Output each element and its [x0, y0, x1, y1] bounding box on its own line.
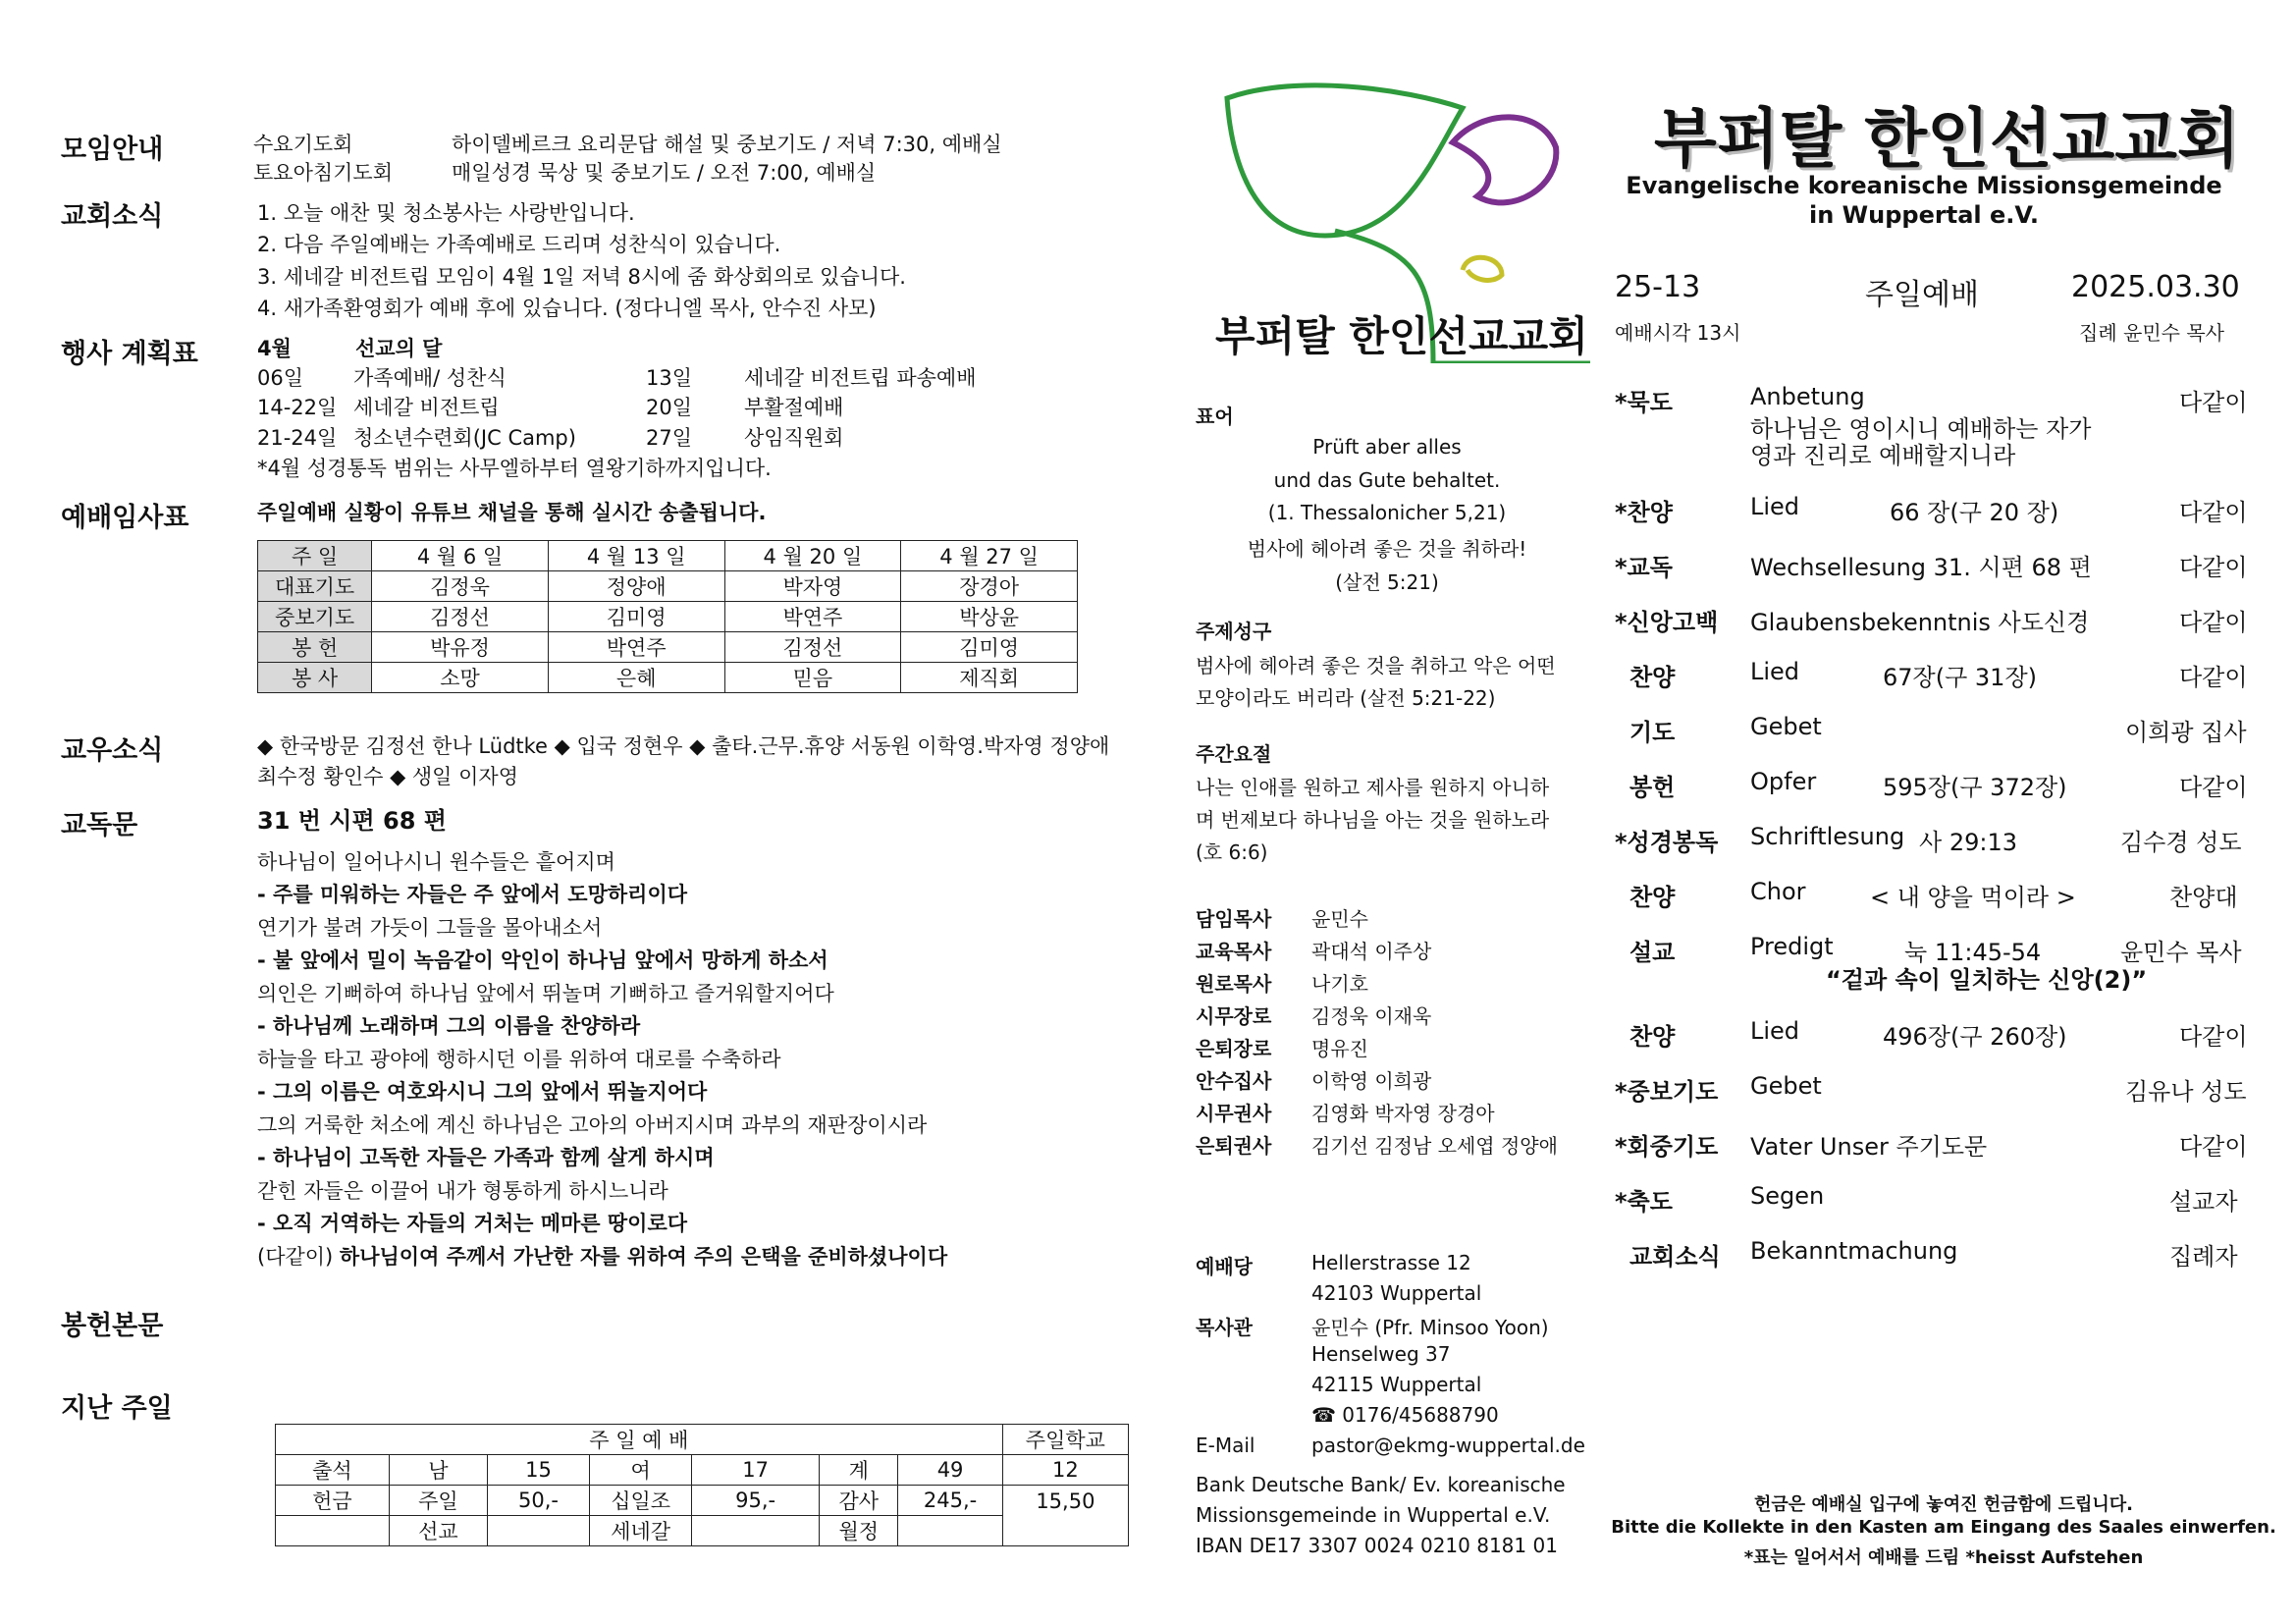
- event-name: 세네갈 비전트립 파송예배: [744, 366, 977, 390]
- order-item-detail: 66 장(구 20 장): [1890, 499, 2059, 526]
- duty-cell: 정양애: [548, 571, 724, 602]
- reading-line: - 하나님이 고독한 자들은 가족과 함께 살게 하시며: [257, 1146, 715, 1169]
- duty-cell: 김정욱: [372, 571, 549, 602]
- order-item-key: *교독: [1615, 554, 1673, 581]
- reading-line: 하늘을 타고 광야에 행하시던 이를 위하여 대로를 수축하라: [257, 1048, 781, 1071]
- duty-cell: 박연주: [548, 632, 724, 663]
- duty-col-header: 4 월 13 일: [548, 541, 724, 571]
- duty-cell: 김정선: [372, 602, 549, 632]
- event-date: 14-22일: [257, 396, 338, 419]
- order-item-de: Chor: [1750, 878, 1806, 905]
- lw-cell: 95,-: [692, 1486, 820, 1516]
- order-item-who: 김유나 성도: [2125, 1078, 2247, 1106]
- events-heading: 행사 계획표: [61, 339, 198, 369]
- members-heading: 교우소식: [61, 735, 164, 766]
- church-subtitle-1: Evangelische koreanische Missionsgemeinde: [1626, 172, 2222, 199]
- duty-cell: 제직회: [901, 663, 1078, 693]
- school-header: 주일학교: [1002, 1425, 1128, 1455]
- reading-line: - 불 앞에서 밀이 녹음같이 악인이 하나님 앞에서 망하게 하소서: [257, 948, 828, 972]
- lw-cell: 15: [487, 1455, 589, 1486]
- lw-cell: 월정: [820, 1516, 898, 1546]
- order-item-de: Opfer: [1750, 768, 1817, 795]
- last-week-heading: 지난 주일: [61, 1393, 173, 1424]
- lw-cell: 헌금: [276, 1486, 390, 1516]
- pastor-address-label: 목사관: [1196, 1316, 1253, 1339]
- motto-label: 표어: [1196, 405, 1234, 428]
- order-item-de: Schriftlesung: [1750, 823, 1905, 850]
- order-item-key: *신앙고백: [1615, 609, 1719, 636]
- reading-line: - 오직 거역하는 자들의 거처는 메마른 땅이로다: [257, 1212, 688, 1235]
- duty-notice: 주일예배 실황이 유튜브 채널을 통해 실시간 송출됩니다.: [257, 501, 767, 524]
- event-name: 가족예배/ 성찬식: [353, 366, 507, 390]
- meeting-heading: 모임안내: [61, 135, 164, 165]
- table-row: [258, 602, 1078, 632]
- table-row: [276, 1455, 1129, 1486]
- lw-cell: 선교: [389, 1516, 487, 1546]
- duty-cell: 김미영: [901, 632, 1078, 663]
- staff-role: 담임목사: [1196, 907, 1272, 931]
- event-name: 세네갈 비전트립: [353, 396, 500, 419]
- order-item-de: Wechsellesung 31. 시편 68 편: [1750, 554, 2092, 581]
- lw-cell: 15,50: [1002, 1486, 1128, 1546]
- footer-line: *표는 일어서서 예배를 드림 *heisst Aufstehen: [1743, 1547, 2144, 1568]
- duty-role: 봉 헌: [258, 632, 372, 663]
- lw-cell: [487, 1516, 589, 1546]
- order-item-key: *중보기도: [1615, 1078, 1719, 1106]
- pastor-phone: ☎ 0176/45688790: [1311, 1403, 1499, 1427]
- email-link[interactable]: pastor@ekmg-wuppertal.de: [1311, 1434, 1585, 1457]
- lw-cell: 49: [898, 1455, 1002, 1486]
- weekly-line: (호 6:6): [1196, 840, 1268, 864]
- bank-line: Missionsgemeinde in Wuppertal e.V.: [1196, 1503, 1551, 1527]
- news-item-2: 2. 다음 주일예배는 가족예배로 드리며 성찬식이 있습니다.: [257, 233, 781, 256]
- duty-cell: 김미영: [548, 602, 724, 632]
- members-line-2: 최수정 황인수 ◆ 생일 이자영: [257, 765, 518, 788]
- order-item-key: *묵도: [1615, 389, 1673, 416]
- order-item-de: Gebet: [1750, 1072, 1822, 1100]
- duty-table: [257, 540, 1078, 693]
- anbetung-sub-line: 하나님은 영이시니 예배하는 자가: [1750, 415, 2092, 443]
- lw-cell: 주일: [389, 1486, 487, 1516]
- staff-role: 시무장로: [1196, 1004, 1272, 1028]
- order-item-who: 찬양대: [2169, 884, 2238, 911]
- staff-names: 김기선 김정남 오세엽 정양애: [1311, 1134, 1558, 1158]
- news-item-1: 1. 오늘 애찬 및 청소봉사는 사랑반입니다.: [257, 201, 635, 225]
- order-item-who: 다같이: [2179, 499, 2248, 526]
- reading-title: 31 번 시편 68 편: [257, 807, 447, 835]
- order-item-key: 찬양: [1629, 1023, 1676, 1051]
- event-name: 부활절예배: [744, 396, 844, 419]
- bank-line: IBAN DE17 3307 0024 0210 8181 01: [1196, 1534, 1558, 1557]
- order-item-detail: 595장(구 372장): [1883, 774, 2067, 801]
- duty-cell: 믿음: [724, 663, 901, 693]
- order-item-de: Bekanntmachung: [1750, 1237, 1958, 1265]
- order-item-de: Predigt: [1750, 933, 1834, 960]
- staff-names: 명유진: [1311, 1037, 1368, 1060]
- offering-heading: 봉헌본문: [61, 1311, 164, 1341]
- pastor-address-line: Henselweg 37: [1311, 1342, 1451, 1366]
- staff-role: 교육목사: [1196, 940, 1272, 963]
- order-item-who: 다같이: [2179, 554, 2248, 581]
- reading-last-text: 하나님이여 주께서 가난한 자를 위하여 주의 은택을 준비하셨나이다: [339, 1245, 948, 1269]
- table-row: [258, 663, 1078, 693]
- order-item-key: 설교: [1629, 939, 1676, 966]
- duty-col-header: 4 월 27 일: [901, 541, 1078, 571]
- reading-line: 하나님이 일어나시니 원수들은 흩어지며: [257, 850, 615, 874]
- members-line-1: ◆ 한국방문 김정선 한나 Lüdtke ◆ 입국 정현우 ◆ 출타.근무.휴양 서동원 이학영.박자영 정양애: [257, 734, 1110, 758]
- lw-cell: 출석: [276, 1455, 390, 1486]
- order-item-who: 다같이: [2179, 1133, 2248, 1161]
- duty-col-header: 4 월 6 일: [372, 541, 549, 571]
- order-item-key: *축도: [1615, 1188, 1673, 1216]
- order-item-who: 윤민수 목사: [2120, 939, 2242, 966]
- order-item-who: 김수경 성도: [2120, 829, 2242, 856]
- staff-names: 곽대석 이주상: [1311, 940, 1432, 963]
- order-item-key: 봉헌: [1629, 774, 1676, 801]
- order-item-de: Lied: [1750, 493, 1800, 520]
- order-item-key: *회중기도: [1615, 1133, 1719, 1161]
- church-address-label: 예배당: [1196, 1255, 1253, 1278]
- lw-cell: 감사: [820, 1486, 898, 1516]
- order-item-de: Segen: [1750, 1182, 1825, 1210]
- service-time: 예배시각 13시: [1615, 321, 1741, 345]
- event-name: 청소년수련회(JC Camp): [353, 426, 576, 450]
- meeting-desc-1: 하이델베르크 요리문답 해설 및 중보기도 / 저녁 7:30, 예배실: [452, 133, 1002, 156]
- order-item-detail: 사 29:13: [1919, 829, 2017, 856]
- staff-role: 원로목사: [1196, 972, 1272, 996]
- duty-role: 봉 사: [258, 663, 372, 693]
- news-heading: 교회소식: [61, 201, 164, 232]
- event-date: 20일: [646, 396, 693, 419]
- order-item-de: Vater Unser 주기도문: [1750, 1133, 1988, 1161]
- service-leader: 집례 윤민수 목사: [2079, 321, 2224, 345]
- motto-line: (1. Thessalonicher 5,21): [1267, 501, 1507, 524]
- lw-cell: 남: [389, 1455, 487, 1486]
- table-row: [276, 1486, 1129, 1516]
- lw-cell: 여: [590, 1455, 692, 1486]
- order-item-who: 다같이: [2179, 664, 2248, 691]
- events-theme: 선교의 달: [355, 337, 443, 360]
- lw-cell: 십일조: [590, 1486, 692, 1516]
- event-date: 13일: [646, 366, 693, 390]
- lw-cell: 계: [820, 1455, 898, 1486]
- staff-names: 김영화 박자영 장경아: [1311, 1102, 1495, 1125]
- order-item-key: *성경봉독: [1615, 829, 1719, 856]
- order-item-key: 기도: [1629, 719, 1676, 746]
- events-month: 4월: [257, 337, 292, 360]
- footer-line: 헌금은 예배실 입구에 놓여진 헌금함에 드립니다.: [1754, 1494, 2133, 1515]
- order-item-de: Gebet: [1750, 713, 1822, 740]
- motto-line: Prüft aber alles: [1312, 435, 1462, 459]
- staff-names: 윤민수: [1311, 907, 1368, 931]
- meeting-name-1: 수요기도회: [253, 133, 353, 156]
- duty-cell: 장경아: [901, 571, 1078, 602]
- table-row: [258, 632, 1078, 663]
- reading-last-prefix: (다같이): [257, 1245, 340, 1269]
- order-item-key: 찬양: [1629, 664, 1676, 691]
- reading-line: - 주를 미워하는 자들은 주 앞에서 도망하리이다: [257, 883, 688, 906]
- theme-label: 주제성구: [1196, 620, 1272, 643]
- reading-line: - 하나님께 노래하며 그의 이름을 찬양하라: [257, 1014, 641, 1038]
- event-date: 27일: [646, 426, 693, 450]
- lw-cell: 245,-: [898, 1486, 1002, 1516]
- order-item-who: 이희광 집사: [2125, 719, 2247, 746]
- staff-role: 시무권사: [1196, 1102, 1272, 1125]
- staff-names: 나기호: [1311, 972, 1368, 996]
- order-item-key: 찬양: [1629, 884, 1676, 911]
- lw-cell: 50,-: [487, 1486, 589, 1516]
- order-item-key: 교회소식: [1629, 1243, 1721, 1271]
- weekly-label: 주간요절: [1196, 742, 1272, 766]
- duty-cell: 은혜: [548, 663, 724, 693]
- reading-line: 그의 거룩한 처소에 계신 하나님은 고아의 아버지시며 과부의 재판장이시라: [257, 1113, 928, 1137]
- lw-cell: 17: [692, 1455, 820, 1486]
- reading-last-line: [257, 1245, 947, 1270]
- news-item-3: 3. 세네갈 비전트립 모임이 4월 1일 저녁 8시에 줌 화상회의로 있습니다.: [257, 265, 906, 289]
- reading-line: 연기가 불려 가듯이 그들을 몰아내소서: [257, 916, 603, 940]
- order-item-who: 집례자: [2169, 1243, 2238, 1271]
- theme-line: 범사에 헤아려 좋은 것을 취하고 악은 어떤: [1196, 654, 1556, 677]
- duty-cell: 박자영: [724, 571, 901, 602]
- reading-line: - 그의 이름은 여호와시니 그의 앞에서 뛰놀지어다: [257, 1080, 708, 1104]
- order-item-detail: 67장(구 31장): [1883, 664, 2037, 691]
- duty-cell: 박유정: [372, 632, 549, 663]
- order-item-de: Lied: [1750, 658, 1800, 685]
- church-subtitle-2: in Wuppertal e.V.: [1809, 201, 2039, 229]
- order-item-who: 다같이: [2179, 774, 2248, 801]
- order-item-detail: < 내 양을 먹이라 >: [1870, 884, 2076, 911]
- weekly-line: 나는 인애를 원하고 제사를 원하지 아니하: [1196, 776, 1550, 799]
- bulletin-number: 25-13: [1615, 270, 1701, 304]
- table-row: [276, 1516, 1129, 1546]
- lw-cell: [898, 1516, 1002, 1546]
- events-note: *4월 성경통독 범위는 사무엘하부터 열왕기하까지입니다.: [257, 457, 772, 480]
- table-row: [258, 571, 1078, 602]
- service-name: 주일예배: [1865, 278, 1979, 312]
- email-label: E-Mail: [1196, 1434, 1255, 1457]
- staff-names: 김정욱 이재욱: [1311, 1004, 1432, 1028]
- staff-role: 안수집사: [1196, 1069, 1272, 1093]
- staff-role: 은퇴권사: [1196, 1134, 1272, 1158]
- church-title: 부퍼탈 한인선교교회: [1654, 101, 2240, 177]
- weekly-line: 며 번제보다 하나님을 아는 것을 원하노라: [1196, 808, 1550, 832]
- duty-heading: 예배임사표: [61, 503, 189, 533]
- staff-role: 은퇴장로: [1196, 1037, 1272, 1060]
- order-item-who: 다같이: [2179, 1023, 2248, 1051]
- footer-line: Bitte die Kollekte in den Kasten am Eingang des Saales einwerfen.: [1611, 1517, 2276, 1538]
- lw-cell: 12: [1002, 1455, 1128, 1486]
- news-item-4: 4. 새가족환영회가 예배 후에 있습니다. (정다니엘 목사, 안수진 사모): [257, 297, 877, 320]
- sermon-title: “겉과 속이 일치하는 신앙(2)”: [1826, 966, 2148, 994]
- event-name: 상임직원회: [744, 426, 844, 450]
- duty-cell: 소망: [372, 663, 549, 693]
- pastor-address-line: 42115 Wuppertal: [1311, 1373, 1482, 1396]
- order-item-who: 다같이: [2179, 609, 2248, 636]
- duty-cell: 박연주: [724, 602, 901, 632]
- order-item-key: *찬양: [1615, 499, 1673, 526]
- duty-role: 중보기도: [258, 602, 372, 632]
- lw-cell: 세네갈: [590, 1516, 692, 1546]
- duty-cell: 김정선: [724, 632, 901, 663]
- service-header: 주 일 예 배: [276, 1425, 1003, 1455]
- meeting-name-2: 토요아침기도회: [253, 161, 394, 185]
- order-item-detail: 눅 11:45-54: [1904, 939, 2042, 966]
- lw-cell: [692, 1516, 820, 1546]
- event-date: 21-24일: [257, 426, 338, 450]
- theme-line: 모양이라도 버리라 (살전 5:21-22): [1196, 686, 1496, 710]
- service-date: 2025.03.30: [2071, 270, 2240, 304]
- reading-heading: 교독문: [61, 810, 138, 840]
- duty-role: 대표기도: [258, 571, 372, 602]
- anbetung-sub-line: 영과 진리로 예배할지니라: [1750, 442, 2016, 469]
- motto-line: 범사에 헤아려 좋은 것을 취하라!: [1247, 537, 1527, 561]
- event-date: 06일: [257, 366, 304, 390]
- order-item-de: Anbetung: [1750, 383, 1865, 410]
- order-item-who: 다같이: [2179, 389, 2248, 416]
- staff-names: 이학영 이희광: [1311, 1069, 1432, 1093]
- meeting-desc-2: 매일성경 묵상 및 중보기도 / 오전 7:00, 예배실: [452, 161, 877, 185]
- motto-line: und das Gute behaltet.: [1273, 468, 1501, 492]
- order-item-de: Lied: [1750, 1017, 1800, 1045]
- duty-cell: 박상윤: [901, 602, 1078, 632]
- pastor-address-line: 윤민수 (Pfr. Minsoo Yoon): [1311, 1316, 1549, 1339]
- logo-text: 부퍼탈 한인선교교회: [1215, 312, 1588, 360]
- duty-col-header: 4 월 20 일: [724, 541, 901, 571]
- order-item-de: Glaubensbekenntnis 사도신경: [1750, 609, 2090, 636]
- order-item-who: 설교자: [2169, 1188, 2238, 1216]
- lw-cell: [276, 1516, 390, 1546]
- order-item-detail: 496장(구 260장): [1883, 1023, 2067, 1051]
- church-address-line: Hellerstrasse 12: [1311, 1251, 1471, 1274]
- reading-line: 의인은 기뻐하여 하나님 앞에서 뛰놀며 기뻐하고 즐거워할지어다: [257, 982, 834, 1005]
- church-address-line: 42103 Wuppertal: [1311, 1281, 1482, 1305]
- bank-line: Bank Deutsche Bank/ Ev. koreanische: [1196, 1473, 1566, 1496]
- reading-line: 갇힌 자들은 이끌어 내가 형통하게 하시느니라: [257, 1179, 668, 1203]
- last-week-table: [275, 1424, 1129, 1546]
- duty-col-header: 주 일: [258, 541, 372, 571]
- motto-line: (살전 5:21): [1335, 570, 1439, 594]
